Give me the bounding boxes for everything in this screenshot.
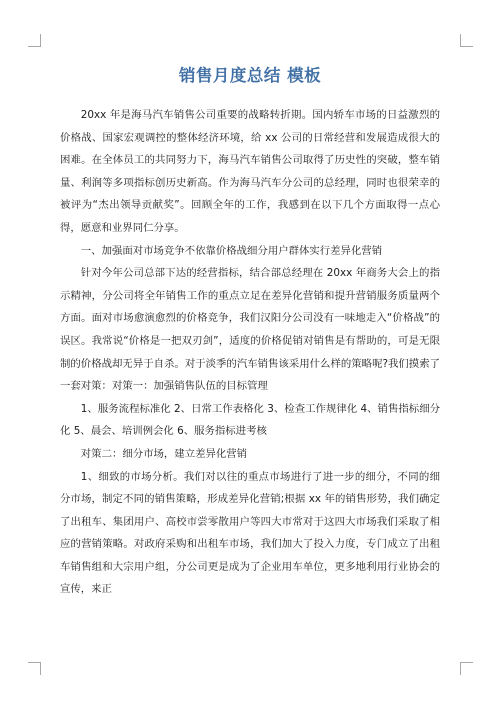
crop-mark-top-right [460, 34, 473, 47]
body-paragraph: 针对今年公司总部下达的经营指标，结合部总经理在 20xx 年商务大会上的指示精神，分公司将全年销售工作的重点立足在差异化营销和提升营销服务质量两个方面。面对市场愈演愈烈的价格竞争，我们汉阳分公司没有一味地走入“价格战”的误区。我常说“价格是一把双刃剑”，适度的价格促销对销售是有帮助的，可是无限制的价格战却无异于自杀。对于淡季的汽车销售该采用什么样的策略呢?我们摸索了一套对策：对策一：加强销售队伍的目标管理 [60, 267, 440, 393]
crop-mark-bottom-right [460, 662, 473, 675]
crop-mark-top-left [28, 34, 41, 47]
body-paragraph: 1、细致的市场分析。我们对以往的重点市场进行了进一步的细分，不同的细分市场，制定不同的销售策略，形成差异化营销;根据 xx 年的销售形势，我们确定了出租车、集团用户、高校市尝零散用户等四大市常对于这四大市场我们采取了相应的营销策略。对政府采购和出租车市场，我们加大了投入力度，专门成立了出租车销售组和大宗用户组，分公司更是成为了企业用车单位，更多地利用行业协会的宣传，来正 [60, 470, 440, 596]
section-heading-1: 一、加强面对市场竞争不依靠价格战细分用户群体实行差异化营销 [80, 244, 383, 257]
strategy-heading-2: 对策二：细分市场，建立差异化营销 [80, 447, 248, 460]
crop-mark-bottom-left [28, 662, 41, 675]
intro-paragraph: 20xx 年是海马汽车销售公司重要的战略转折期。国内轿车市场的日益激烈的价格战、国家宏观调控的整体经济环境，给 xx 公司的日常经营和发展造成很大的困难。在全体员工的共同努力下，海马汽车销售公司取得了历史性的突破，整车销量、利润等多项指标创历史新高。作为海马汽车分公司的总经理，同时也很荣幸的被评为“杰出领导贡献奖”。回顾全年的工作，我感到在以下几个方面取得一点心得，愿意和业界同仁分享。 [60, 109, 440, 234]
document-body [60, 104, 440, 601]
measure-list-paragraph: 1、服务流程标准化 2、日常工作表格化 3、检查工作规律化 4、销售指标细分化 5、晨会、培训例会化 6、服务指标进考核 [60, 402, 440, 438]
document-title: 销售月度总结 模板 [178, 66, 322, 85]
